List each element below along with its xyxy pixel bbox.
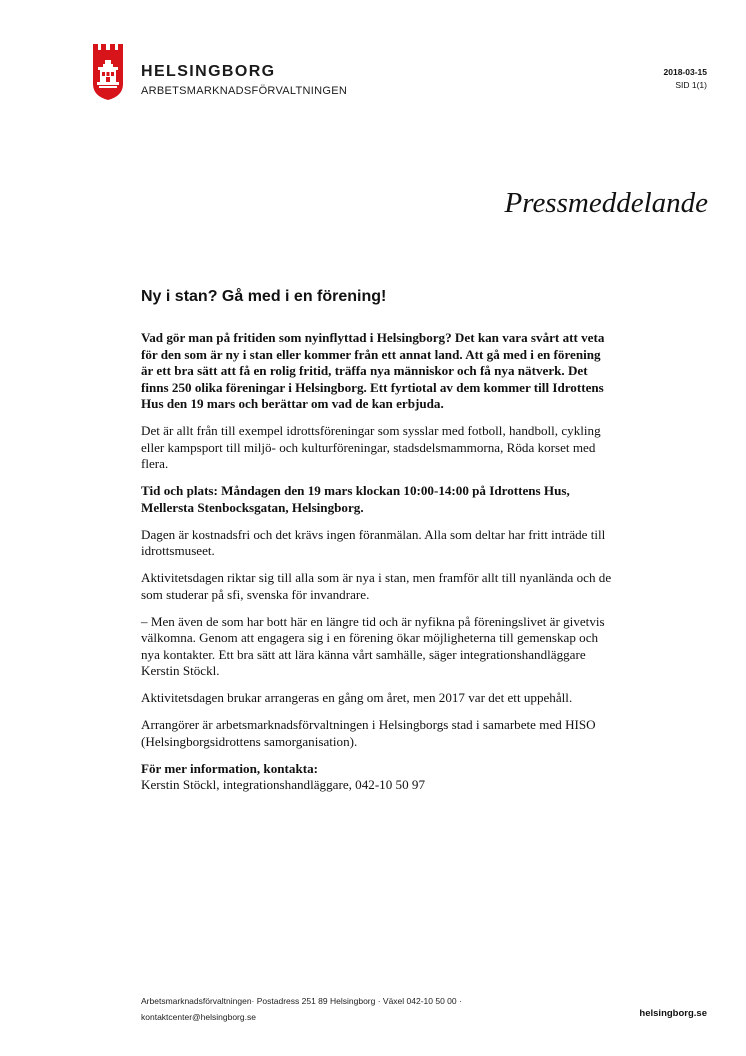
body-paragraph: Aktivitetsdagen riktar sig till alla som är nya i stan, men framför allt till nyanlända och de som studerar på sfi, svenska för invandrare. — [141, 570, 612, 602]
contact-label: För mer information, kontakta: — [141, 760, 318, 776]
body-paragraph: Arrangörer är arbetsmarknadsförvaltningen i Helsingborgs stad i samarbete med HISO (Helsingborgsidrottens samorganisation). — [141, 717, 596, 749]
body-paragraph: Det är allt från till exempel idrottsföreningar som sysslar med fotboll, handboll, cykling eller kampsport till miljö- och kulturföreningar, stadsdelsmammorna, Röda korset med flera. — [141, 423, 601, 471]
footer-address-line: Arbetsmarknadsförvaltningen· Postadress 251 89 Helsingborg · Växel 042-10 50 00 · — [141, 996, 462, 1006]
document-type: Pressmeddelande — [504, 187, 708, 219]
press-release-body — [141, 330, 613, 794]
time-and-place-paragraph: Tid och plats: Måndagen den 19 mars klockan 10:00-14:00 på Idrottens Hus, Mellersta Stenbocksgatan, Helsingborg. — [141, 483, 570, 515]
body-paragraph: Dagen är kostnadsfri och det krävs ingen föranmälan. Alla som deltar har fritt inträde till idrottsmuseet. — [141, 526, 606, 558]
document-date: 2018-03-15 — [663, 67, 707, 77]
page-number: SID 1(1) — [675, 80, 707, 90]
footer-email[interactable]: kontaktcenter@helsingborg.se — [141, 1012, 256, 1022]
contact-info — [141, 761, 613, 794]
department-name: ARBETSMARKNADSFÖRVALTNINGEN — [141, 85, 348, 97]
body-paragraph: Aktivitetsdagen brukar arrangeras en gång om året, men 2017 var det ett uppehåll. — [141, 690, 573, 705]
helsingborg-crest-icon — [92, 44, 124, 100]
footer-address — [141, 993, 541, 1025]
press-release-headline: Ny i stan? Gå med i en förening! — [141, 288, 387, 305]
lead-paragraph: Vad gör man på fritiden som nyinflyttad i Helsingborg? Det kan vara svårt att veta för den som är ny i stan eller kommer från ett annat land. Att gå med i en förening är ett bra sätt att få en rolig fritid, träffa nya människor och få nya nätverk. Det finns 250 olika föreningar i Helsingborg. Ett fyrtiotal av dem kommer till Idrottens Hus den 19 mars och berättar om vad de kan erbjuda. — [141, 330, 605, 411]
contact-person: Kerstin Stöckl, integrationshandläggare, 042-10 50 97 — [141, 777, 426, 792]
organization-name: HELSINGBORG — [141, 63, 276, 80]
quote-paragraph: – Men även de som har bott här en längre tid och är nyfikna på föreningslivet är givetvis välkomna. Genom att engagera sig i en förening ökar möjligheterna till gemenskap och nya kontakter. Ett bra sätt att lära känna vårt samhälle, säger integrationshandläggare Kerstin Stöckl. — [141, 613, 605, 678]
footer-website-link[interactable]: helsingborg.se — [639, 1008, 707, 1019]
